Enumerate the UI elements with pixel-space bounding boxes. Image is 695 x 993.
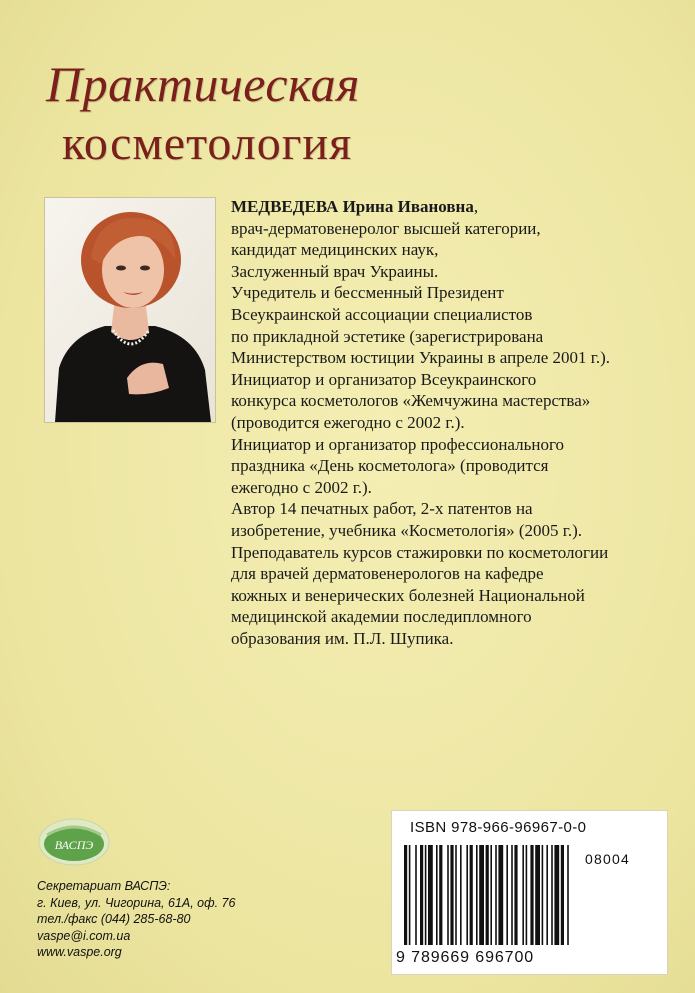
author-name-line: МЕДВЕДЕВА Ирина Ивановна, <box>231 197 479 216</box>
bio-line: Заслуженный врач Украины. <box>231 261 439 281</box>
barcode-bar <box>530 845 533 945</box>
bio-line: для врачей дерматовенерологов на кафедре <box>231 564 544 584</box>
barcode-bar <box>455 845 457 945</box>
barcode-bar <box>535 845 540 945</box>
barcode-bar <box>470 845 473 945</box>
title-line-2: косметология <box>62 117 353 170</box>
imprint-line: г. Киев, ул. Чигорина, 61А, оф. 76 <box>37 895 236 910</box>
barcode-bar <box>479 845 484 945</box>
bio-line: Инициатор и организатор профессионального <box>231 434 565 454</box>
book-title <box>46 54 566 174</box>
bio-line: врач-дерматовенеролог высшей категории, <box>231 218 541 238</box>
bio-line: Преподаватель курсов стажировки по косметологии <box>231 542 609 562</box>
barcode-bar <box>466 845 468 945</box>
barcode-bar <box>490 845 492 945</box>
bio-line: конкурса косметологов «Жемчужина мастерства» <box>231 391 591 411</box>
barcode-bar <box>551 845 553 945</box>
author-name: МЕДВЕДЕВА Ирина Ивановна <box>231 197 474 216</box>
barcode-addon: 08004 <box>585 851 630 867</box>
barcode-bar <box>554 845 559 945</box>
barcode-bar <box>409 845 411 945</box>
bio-line: (проводится ежегодно с 2002 г.). <box>231 412 465 432</box>
bio-line: Всеукраинской ассоциации специалистов <box>231 304 533 324</box>
barcode-bar <box>439 845 442 945</box>
author-photo <box>44 197 216 423</box>
barcode-bar <box>476 845 478 945</box>
bio-line: по прикладной эстетике (зарегистрирована <box>231 326 544 346</box>
bio-line: Автор 14 печатных работ, 2-х патентов на <box>231 499 533 519</box>
barcode-bar <box>447 845 449 945</box>
bio-line: медицинской академии последипломного <box>231 607 532 627</box>
barcode-bar <box>546 845 548 945</box>
isbn-text: ISBN 978-966-96967-0-0 <box>410 819 587 836</box>
imprint-line: Секретариат ВАСПЭ: <box>37 879 171 893</box>
barcode-bar <box>425 845 427 945</box>
imprint-line: тел./факс (044) 285-68-80 <box>37 912 191 926</box>
barcode-digits: 9 789669 696700 <box>396 949 535 966</box>
barcode-bar <box>506 845 508 945</box>
imprint-email: vaspe@i.com.ua <box>37 928 131 943</box>
barcode-bar <box>495 845 497 945</box>
barcode-bar <box>450 845 453 945</box>
bio-line: кожных и венерических болезней Национальной <box>231 585 585 605</box>
barcode-bar <box>460 845 462 945</box>
author-bio <box>231 196 671 649</box>
publisher-imprint <box>37 878 337 961</box>
isbn-barcode <box>391 810 668 975</box>
barcode-bar <box>561 845 564 945</box>
bio-line: ежегодно с 2002 г.). <box>231 477 372 497</box>
bio-line: Инициатор и организатор Всеукраинского <box>231 369 537 389</box>
bio-line: Министерством юстиции Украины в апреле 2001 г.). <box>231 348 611 368</box>
barcode-bar <box>542 845 544 945</box>
barcode-bar <box>486 845 489 945</box>
logo-text: ВАСПЭ <box>54 838 94 852</box>
barcode-bar <box>404 845 407 945</box>
barcode-bar <box>526 845 528 945</box>
barcode-bar <box>567 845 569 945</box>
barcode-bar <box>511 845 513 945</box>
barcode-bar <box>420 845 423 945</box>
barcode-bar <box>514 845 517 945</box>
barcode-bar <box>428 845 433 945</box>
bio-line: кандидат медицинских наук, <box>231 240 439 260</box>
title-line-1: Практическая <box>46 56 360 112</box>
barcode-bar <box>498 845 503 945</box>
publisher-logo <box>37 817 111 867</box>
barcode-bar <box>415 845 417 945</box>
barcode-bar <box>436 845 438 945</box>
bio-line: праздника «День косметолога» (проводится <box>231 456 549 476</box>
bio-line: Учредитель и бессменный Президент <box>231 283 504 303</box>
bio-line: образования им. П.Л. Шупика. <box>231 628 454 648</box>
bio-line: изобретение, учебника «Косметологія» (2005 г.). <box>231 520 582 540</box>
imprint-website: www.vaspe.org <box>37 945 122 959</box>
barcode-bar <box>522 845 524 945</box>
